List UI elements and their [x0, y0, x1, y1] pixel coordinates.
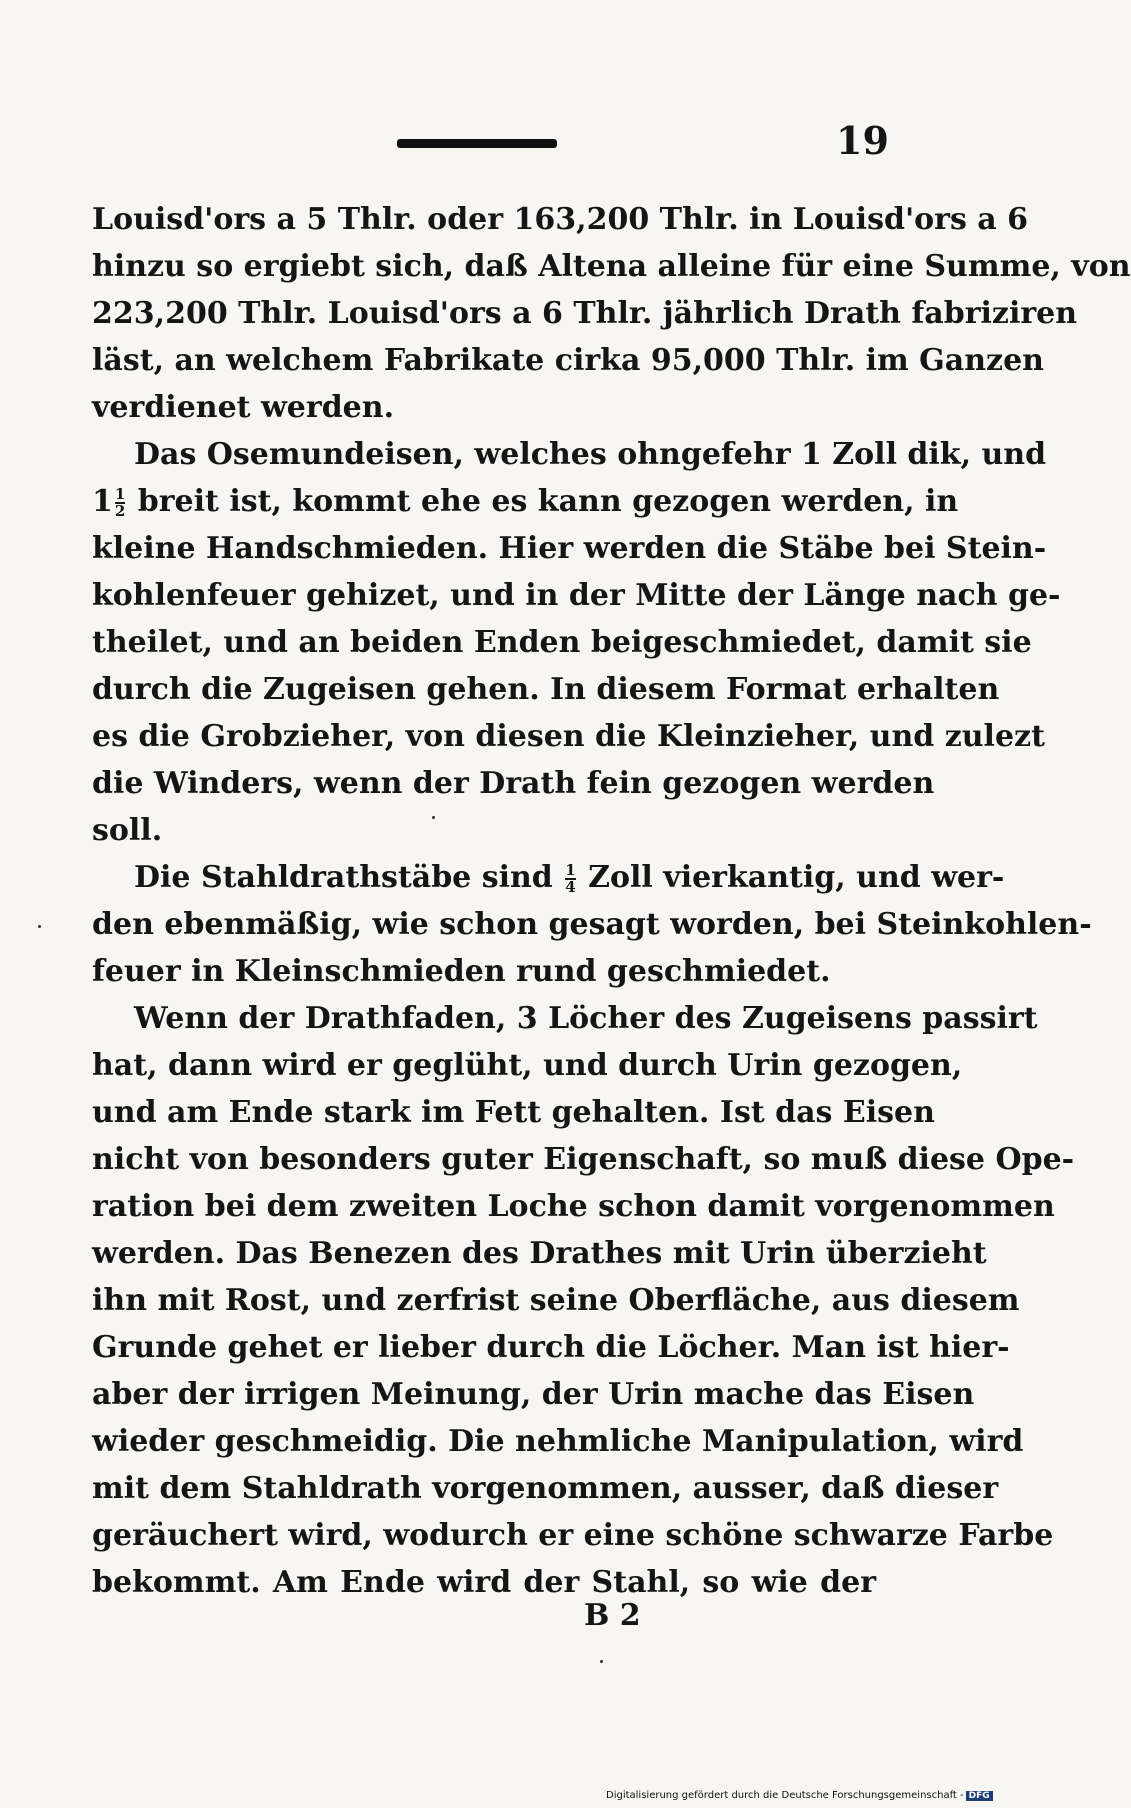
fraction-whole: 1: [92, 484, 113, 519]
ink-speck: [38, 925, 41, 928]
text-line: verdienet werden.: [92, 390, 395, 425]
body-text: [92, 196, 1131, 1606]
text-line: den ebenmäßig, wie schon gesagt worden, bei Steinkohlen-: [92, 907, 1092, 942]
text-line: Wenn der Drathfaden, 3 Löcher des Zugeisens passirt: [134, 1001, 1038, 1036]
text-line: mit dem Stahldrath vorgenommen, ausser, daß dieser: [92, 1471, 999, 1506]
text-line: soll.: [92, 813, 163, 848]
ink-speck: [432, 816, 435, 819]
text-line: kohlenfeuer gehizet, und in der Mitte der Länge nach ge-: [92, 578, 1061, 613]
header-rule: [397, 139, 557, 148]
text-line: werden. Das Benezen des Drathes mit Urin überzieht: [92, 1236, 987, 1271]
text-line-with-fraction: Die Stahldrathstäbe sind $\frac{1}{4}$ Zoll vierkantig, und wer-: [134, 860, 1005, 896]
text-line: Grunde gehet er lieber durch die Löcher. Man ist hier-: [92, 1330, 1010, 1365]
text-line: Das Osemundeisen, welches ohngefehr 1 Zoll dik, und: [134, 437, 1047, 472]
text-line: nicht von besonders guter Eigenschaft, so muß diese Ope-: [92, 1142, 1075, 1177]
paragraph-4: [92, 995, 1075, 1606]
text-line: es die Grobzieher, von diesen die Kleinzieher, und zulezt: [92, 719, 1045, 754]
text-line: hinzu so ergiebt sich, daß Altena alleine für eine Summe, von: [92, 249, 1131, 284]
text-line: Louisd'ors a 5 Thlr. oder 163,200 Thlr. in Louisd'ors a 6: [92, 202, 1029, 237]
text-line: aber der irrigen Meinung, der Urin mache das Eisen: [92, 1377, 975, 1412]
text-line: feuer in Kleinschmieden rund geschmiedet.: [92, 954, 831, 989]
ink-speck: [600, 1660, 603, 1663]
text-line: hat, dann wird er geglüht, und durch Urin gezogen,: [92, 1048, 963, 1083]
text-line-with-fraction: 1 $\frac{1}{2}$ breit ist, kommt ehe es kann gezogen werden, in: [92, 484, 959, 520]
paragraph-1: [92, 196, 1131, 431]
text-line: wieder geschmeidig. Die nehmliche Manipulation, wird: [92, 1424, 1024, 1459]
text-line: bekommt. Am Ende wird der Stahl, so wie der: [92, 1565, 876, 1600]
signature-mark: B 2: [584, 1598, 641, 1633]
fraction-one-quarter: $\frac{1}{4}$: [565, 861, 576, 896]
digitization-footer: [606, 1790, 993, 1801]
paragraph-3: [92, 854, 1092, 995]
text-line: ihn mit Rost, und zerfrist seine Oberfläche, aus diesem: [92, 1283, 1020, 1318]
footer-text: Digitalisierung gefördert durch die Deutsche Forschungsgemeinschaft -: [606, 1790, 964, 1801]
text-line: läst, an welchem Fabrikate cirka 95,000 Thlr. im Ganzen: [92, 343, 1044, 378]
text-line: 223,200 Thlr. Louisd'ors a 6 Thlr. jährlich Drath fabriziren: [92, 296, 1078, 331]
text-line: kleine Handschmieden. Hier werden die Stäbe bei Stein-: [92, 531, 1047, 566]
text-line: geräuchert wird, wodurch er eine schöne schwarze Farbe: [92, 1518, 1054, 1553]
fraction-one-half: $\frac{1}{2}$: [114, 485, 126, 520]
text-line: durch die Zugeisen gehen. In diesem Format erhalten: [92, 672, 1000, 707]
dfg-logo: DFG: [966, 1791, 993, 1801]
text-line: ration bei dem zweiten Loche schon damit vorgenommen: [92, 1189, 1055, 1224]
text-line: und am Ende stark im Fett gehalten. Ist das Eisen: [92, 1095, 935, 1130]
text-line: die Winders, wenn der Drath fein gezogen werden: [92, 766, 935, 801]
page-number: 19: [836, 118, 889, 163]
text-line: theilet, und an beiden Enden beigeschmiedet, damit sie: [92, 625, 1032, 660]
paragraph-2: [92, 431, 1061, 854]
